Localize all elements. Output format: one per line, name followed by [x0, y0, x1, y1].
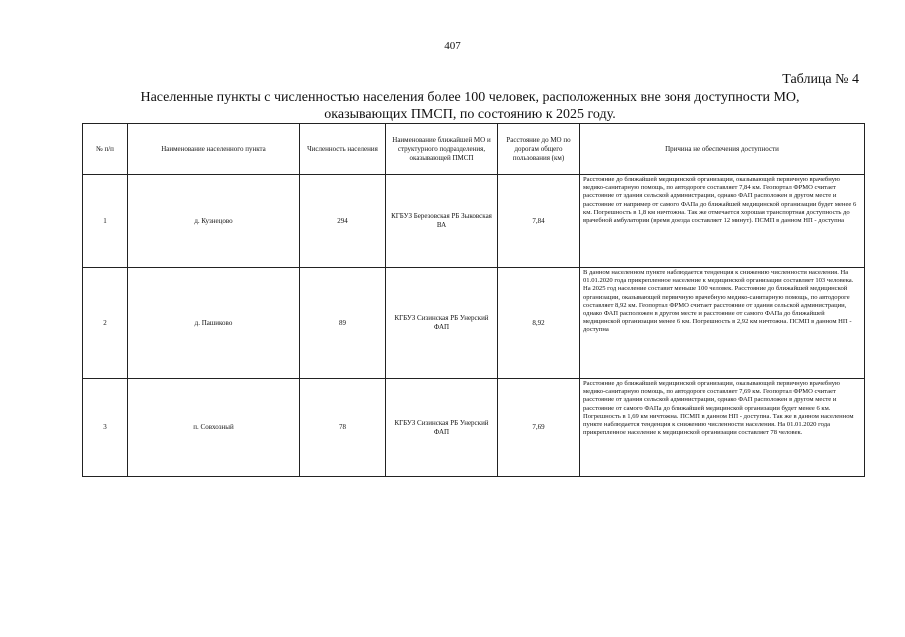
- table-row: [83, 379, 865, 477]
- cell-distance: 8,92: [498, 268, 580, 379]
- cell-population: 294: [300, 175, 386, 268]
- document-title: [90, 89, 850, 123]
- header-name: Наименование населенного пункта: [128, 124, 300, 175]
- cell-distance: 7,84: [498, 175, 580, 268]
- settlements-table: [82, 123, 865, 477]
- table-row: [83, 175, 865, 268]
- page-number: 407: [444, 40, 461, 52]
- cell-reason: Расстояние до ближайшей медицинской организации, оказывающей первичную врачебную медико-санитарную помощь, по автодороге составляет 7,69 км. Геопортал ФРМО считает расстояние от здания сельской администрации, однако ФАП расположен в другом месте и расстояние от самого ФАПа до ближайшей медицинской организации будет менее 6 км. Погрешность в 1,69 км ничтожна. ПСМП в данном НП - доступна. Так же в данном населенном пункте наблюдается тенденция к снижению численности населения. На 01.01.2020 года прикрепленное население к медицинской организации составляет 78 человек.: [580, 379, 865, 477]
- title-line-2: оказывающих ПМСП, по состоянию к 2025 году.: [324, 107, 616, 122]
- header-num: № п/п: [83, 124, 128, 175]
- cell-facility: КГБУЗ Сизинская РБ Унерский ФАП: [386, 268, 498, 379]
- header-reason: Причина не обеспечения доступности: [580, 124, 865, 175]
- cell-facility: КГБУЗ Сизинская РБ Унерский ФАП: [386, 379, 498, 477]
- table-caption: Таблица № 4: [782, 72, 859, 87]
- cell-num: 3: [83, 379, 128, 477]
- cell-name: д. Кузнецово: [128, 175, 300, 268]
- title-line-1: Населенные пункты с численностью населения более 100 человек, расположенных вне зоня доступности МО,: [140, 90, 800, 105]
- table-header-row: [83, 124, 865, 175]
- cell-reason: Расстояние до ближайшей медицинской организации, оказывающей первичную врачебную медико-санитарную помощь, по автодороге составляет 7,84 км. Геопортал ФРМО считает расстояние от здания сельской администрации, однако ФАП расположен в другом месте и расстояние от например от самого ФАПа до ближайшей медицинской организации будет менее 6 км. Погрешность в 1,8 км ничтожна. Так же отмечается хорошая транспортная доступность до врачебной амбулатории (время доезда составляет 12 минут). ПСМП в данном НП - доступна: [580, 175, 865, 268]
- header-population: Численность населения: [300, 124, 386, 175]
- cell-num: 1: [83, 175, 128, 268]
- cell-population: 89: [300, 268, 386, 379]
- cell-facility: КГБУЗ Березовская РБ Зыковская ВА: [386, 175, 498, 268]
- cell-population: 78: [300, 379, 386, 477]
- header-distance: Расстояние до МО по дорогам общего пользования (км): [498, 124, 580, 175]
- cell-name: д. Пашиково: [128, 268, 300, 379]
- cell-num: 2: [83, 268, 128, 379]
- cell-distance: 7,69: [498, 379, 580, 477]
- header-facility: Наименование ближайшей МО и структурного подразделения, оказывающей ПМСП: [386, 124, 498, 175]
- table-row: [83, 268, 865, 379]
- cell-reason: В данном населенном пункте наблюдается тенденция к снижению численности населения. На 01.01.2020 года прикрепленное население к медицинской организации составляет 103 человека. На 2025 год население составит меньше 100 человек. Расстояние до ближайшей медицинской организации, оказывающей первичную врачебную медико-санитарную помощь, по автодороге составляет 8,92 км. Геопортал ФРМО считает расстояние от здания сельской администрации, однако ФАП расположен в другом месте и расстояние от самого ФАПа до ближайшей медицинской организации менее 6 км. Погрешность в 2,92 км ничтожна. ПСМП в данном НП - доступна: [580, 268, 865, 379]
- cell-name: п. Совхозный: [128, 379, 300, 477]
